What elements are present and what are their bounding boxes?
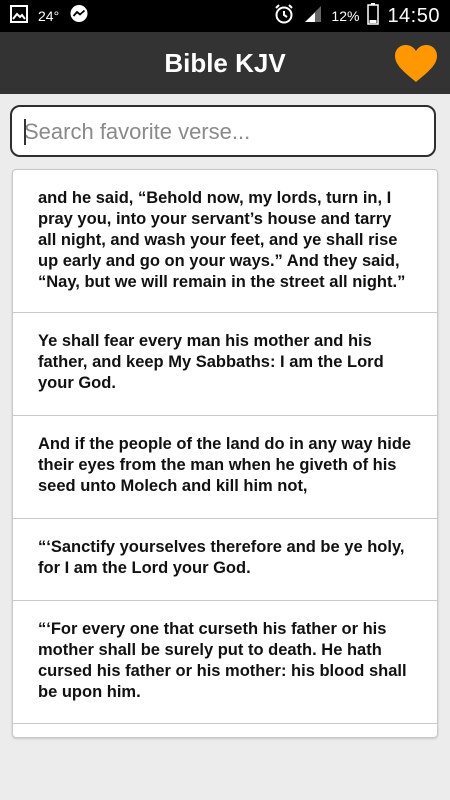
verse-text: “‘Sanctify yourselves therefore and be ye holy, for I am the Lord your God. xyxy=(38,538,405,577)
verse-text: And if the people of the land do in any way hide their eyes from the man when he giveth of his seed unto Molech and kill him not, xyxy=(38,435,412,495)
image-icon xyxy=(10,5,28,28)
messenger-icon xyxy=(69,4,89,29)
status-bar-left xyxy=(10,0,89,32)
list-item[interactable] xyxy=(13,416,437,519)
list-item[interactable] xyxy=(13,170,437,313)
app-title: Bible KJV xyxy=(164,48,286,78)
verse-text: Ye shall fear every man his mother and his father, and keep My Sabbaths: I am the Lord your God. xyxy=(38,332,384,392)
verse-text: and he said, “Behold now, my lords, turn in, I pray you, into your servant’s house and tarry all night, and wash your feet, and ye shall rise up early and go on your ways.” And they said, “Nay, but we will remain in the street all night.” xyxy=(38,189,406,291)
favorite-verse-list[interactable] xyxy=(12,169,438,738)
status-bar-right xyxy=(273,0,440,32)
verse-text: “‘For every one that curseth his father or his mother shall be surely put to death. He hath cursed his father or his mother: his blood shall be upon him. xyxy=(38,620,407,701)
clock-time: 14:50 xyxy=(387,4,440,27)
list-item[interactable] xyxy=(13,601,437,724)
signal-icon xyxy=(303,5,323,28)
heart-icon xyxy=(394,44,438,84)
search-input[interactable] xyxy=(22,107,426,157)
alarm-icon xyxy=(273,3,295,30)
temperature-text: 24° xyxy=(38,8,60,24)
app-bar xyxy=(0,32,450,94)
list-item[interactable] xyxy=(13,519,437,601)
search-box[interactable] xyxy=(10,105,436,157)
battery-icon xyxy=(367,3,379,30)
favorites-button[interactable] xyxy=(394,44,438,84)
text-cursor xyxy=(24,119,26,145)
battery-percent: 12% xyxy=(331,8,360,24)
list-item[interactable] xyxy=(13,313,437,416)
status-bar xyxy=(0,0,450,32)
